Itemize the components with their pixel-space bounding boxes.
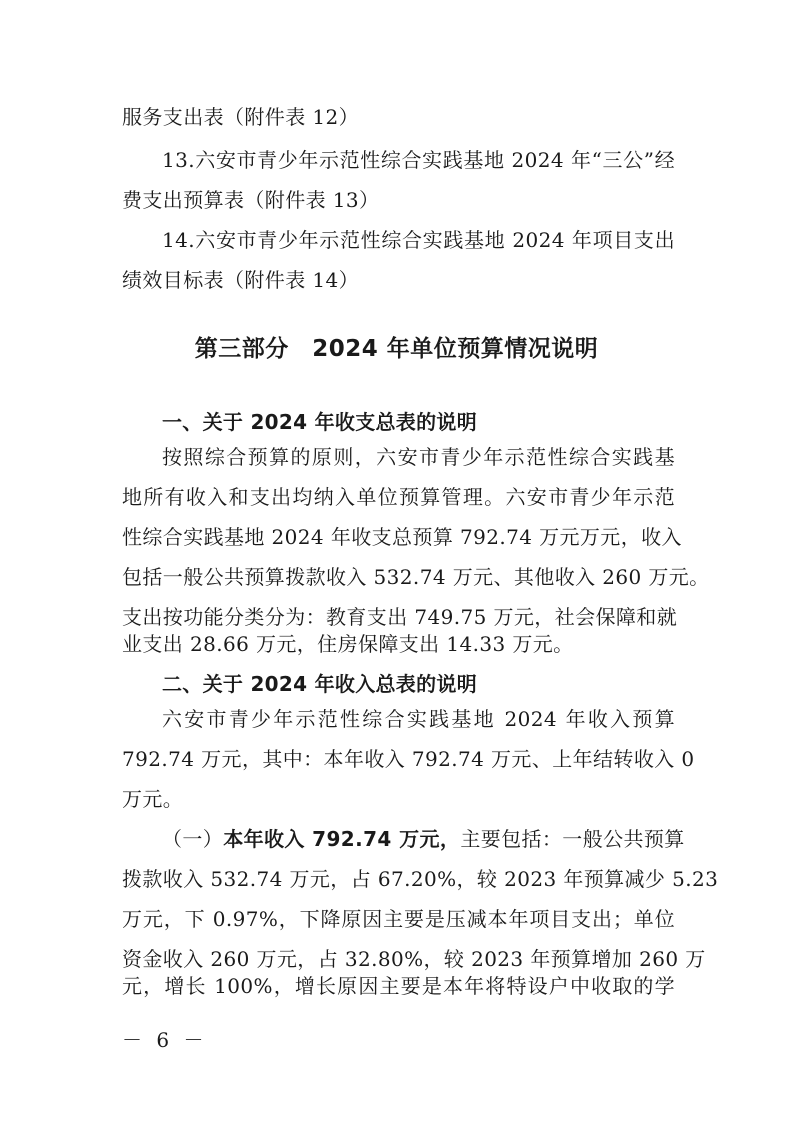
text-line: 服务支出表（附件表 12）: [122, 105, 360, 129]
text-line: 费支出预算表（附件表 13）: [122, 188, 380, 212]
text-line: 792.74 万元，其中：本年收入 792.74 万元、上年结转收入 0: [122, 747, 695, 771]
text-line: 万元。: [122, 787, 184, 811]
text-line: 性综合实践基地 2024 年收支总预算 792.74 万元万元，收入: [122, 525, 682, 549]
text-line: 资金收入 260 万元，占 32.80%，较 2023 年预算增加 260 万: [122, 947, 706, 971]
text-line: 元，增长 100%，增长原因主要是本年将特设户中收取的学: [122, 974, 675, 998]
section-heading: 一、关于 2024 年收支总表的说明: [162, 410, 477, 434]
subsection-bold-lead: 本年收入 792.74 万元，: [223, 827, 461, 851]
text-line: 六安市青少年示范性综合实践基地 2024 年收入预算: [162, 707, 675, 731]
text-line: 14.六安市青少年示范性综合实践基地 2024 年项目支出: [162, 228, 675, 252]
subsection-line: [162, 827, 685, 851]
text-line: 万元，下 0.97%，下降原因主要是压减本年项目支出；单位: [122, 907, 675, 931]
subsection-prefix: （一）: [162, 827, 224, 851]
subsection-rest: 主要包括：一般公共预算: [460, 827, 685, 851]
text-line: 业支出 28.66 万元，住房保障支出 14.33 万元。: [122, 632, 574, 656]
text-line: 拨款收入 532.74 万元，占 67.20%，较 2023 年预算减少 5.23: [122, 867, 719, 891]
text-line: 支出按功能分类分为：教育支出 749.75 万元，社会保障和就: [122, 605, 678, 629]
text-line: 地所有收入和支出均纳入单位预算管理。六安市青少年示范: [122, 485, 675, 509]
text-line: 按照综合预算的原则，六安市青少年示范性综合实践基: [162, 445, 675, 469]
section-heading: 二、关于 2024 年收入总表的说明: [162, 672, 477, 696]
text-line: 13.六安市青少年示范性综合实践基地 2024 年“三公”经: [162, 148, 675, 172]
text-line: 绩效目标表（附件表 14）: [122, 268, 360, 292]
part-title: 第三部分 2024 年单位预算情况说明: [194, 336, 599, 362]
text-line: 包括一般公共预算拨款收入 532.74 万元、其他收入 260 万元。: [122, 565, 710, 589]
page-number: － 6 －: [122, 1028, 208, 1052]
